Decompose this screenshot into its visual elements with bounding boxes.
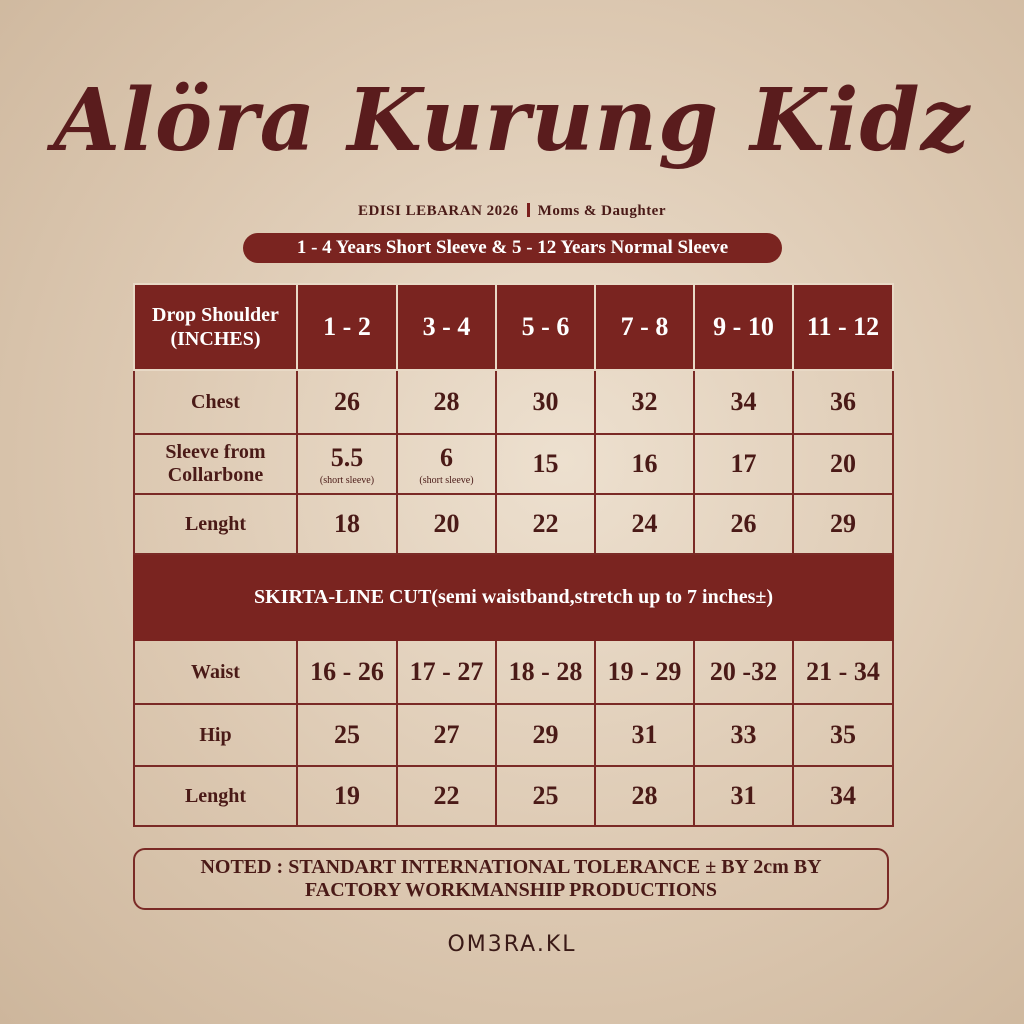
- table-header-row: [134, 284, 893, 370]
- table-cell: 18 - 28: [496, 640, 595, 704]
- size-header: 7 - 8: [595, 284, 694, 370]
- table-row: [134, 766, 893, 826]
- table-cell: 34: [793, 766, 893, 826]
- table-cell: 16 - 26: [297, 640, 397, 704]
- size-header: 11 - 12: [793, 284, 893, 370]
- page-title: Alöra Kurung Kidz: [53, 70, 971, 171]
- table-cell: 29: [496, 704, 595, 766]
- table-cell: 25: [496, 766, 595, 826]
- table-cell: [397, 434, 496, 494]
- cell-note: (short sleeve): [319, 474, 375, 486]
- size-header: 5 - 6: [496, 284, 595, 370]
- table-cell: 27: [397, 704, 496, 766]
- table-cell: 31: [694, 766, 793, 826]
- table-row: [134, 370, 893, 434]
- table-cell: 20: [397, 494, 496, 554]
- size-header: 9 - 10: [694, 284, 793, 370]
- sleeve-info-banner: 1 - 4 Years Short Sleeve & 5 - 12 Years Normal Sleeve: [243, 233, 782, 263]
- row-label: Waist: [134, 640, 297, 704]
- table-cell: 17 - 27: [397, 640, 496, 704]
- table-cell: 19: [297, 766, 397, 826]
- table-row: [134, 704, 893, 766]
- table-row: [134, 434, 893, 494]
- table-cell: 15: [496, 434, 595, 494]
- size-chart-table: [133, 283, 894, 827]
- table-cell: 24: [595, 494, 694, 554]
- row-label: Lenght: [134, 494, 297, 554]
- table-cell: 30: [496, 370, 595, 434]
- table-cell: 28: [595, 766, 694, 826]
- table-cell: 16: [595, 434, 694, 494]
- subtitle: [0, 203, 1024, 220]
- cell-value: 6: [440, 442, 453, 472]
- table-cell: 18: [297, 494, 397, 554]
- table-cell: 29: [793, 494, 893, 554]
- header-label: Drop Shoulder (INCHES): [134, 284, 297, 370]
- row-label: Hip: [134, 704, 297, 766]
- table-cell: 21 - 34: [793, 640, 893, 704]
- table-cell: 22: [496, 494, 595, 554]
- row-label: Chest: [134, 370, 297, 434]
- table-row: [134, 640, 893, 704]
- table-cell: 17: [694, 434, 793, 494]
- table-cell: 26: [297, 370, 397, 434]
- table-cell: 19 - 29: [595, 640, 694, 704]
- divider: [527, 203, 530, 217]
- brand-logo: OM3RA.KL: [447, 932, 577, 957]
- table-cell: 36: [793, 370, 893, 434]
- edition-label: EDISI LEBARAN 2026: [357, 203, 519, 219]
- table-cell: 35: [793, 704, 893, 766]
- audience-label: Moms & Daughter: [537, 203, 667, 219]
- table-cell: 31: [595, 704, 694, 766]
- table-cell: 22: [397, 766, 496, 826]
- row-label: Sleeve from Collarbone: [134, 434, 297, 494]
- table-cell: 20: [793, 434, 893, 494]
- table-cell: 33: [694, 704, 793, 766]
- skirt-section-title: SKIRTA-LINE CUT(semi waistband,stretch up to 7 inches±): [134, 554, 893, 640]
- row-label: Lenght: [134, 766, 297, 826]
- table-cell: 26: [694, 494, 793, 554]
- table-cell: 28: [397, 370, 496, 434]
- table-row: [134, 494, 893, 554]
- table-cell: 32: [595, 370, 694, 434]
- size-header: 3 - 4: [397, 284, 496, 370]
- table-cell: 34: [694, 370, 793, 434]
- table-cell: 20 -32: [694, 640, 793, 704]
- tolerance-note: NOTED : STANDART INTERNATIONAL TOLERANCE ± BY 2cm BY FACTORY WORKMANSHIP PRODUCTIONS: [133, 848, 889, 910]
- skirt-section-band: [134, 554, 893, 640]
- cell-note: (short sleeve): [419, 474, 474, 486]
- cell-value: 5.5: [330, 442, 364, 472]
- table-cell: [297, 434, 397, 494]
- table-cell: 25: [297, 704, 397, 766]
- size-header: 1 - 2: [297, 284, 397, 370]
